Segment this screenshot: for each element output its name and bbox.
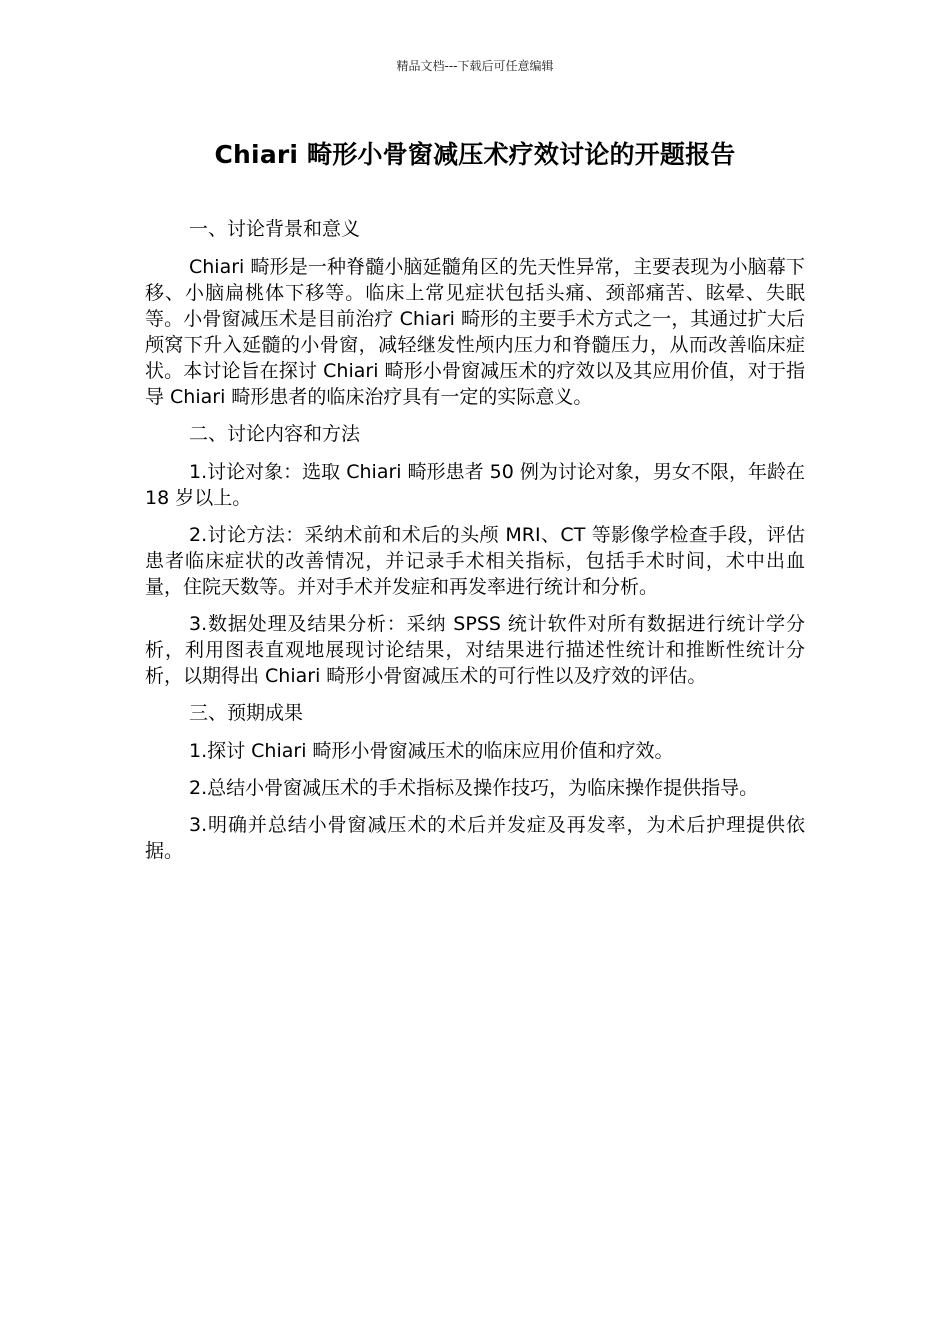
paragraph-outcome-2: 2.总结小骨窗减压术的手术指标及操作技巧，为临床操作提供指导。 (189, 777, 759, 799)
section-heading-background: 一、讨论背景和意义 (189, 218, 361, 240)
section-heading-methods: 二、讨论内容和方法 (189, 423, 361, 445)
paragraph-methods: 2.讨论方法：采纳术前和术后的头颅 MRI、CT 等影像学检查手段，评估患者临床症状的改善情况，并记录手术相关指标，包括手术时间，术中出血量，住院天数等。并对手术并发症和再发率进行统计和分析。 (145, 524, 805, 598)
paragraph-background: Chiari 畸形是一种脊髓小脑延髓角区的先天性异常，主要表现为小脑幕下移、小脑扁桃体下移等。临床上常见症状包括头痛、颈部痛苦、眩晕、失眠等。小骨窗减压术是目前治疗 Chiari 畸形的主要手术方式之一，其通过扩大后颅窝下升入延髓的小骨窗，减轻继发性颅内压力和脊髓压力，从而改善临床症状。本讨论旨在探讨 Chiari 畸形小骨窗减压术的疗效以及其应用价值，对于指导 Chiari 畸形患者的临床治疗具有一定的实际意义。 (145, 256, 805, 408)
document-body (145, 216, 805, 875)
page-header: 精品文档---下载后可任意编辑 (396, 59, 554, 73)
paragraph-outcome-1: 1.探讨 Chiari 畸形小骨窗减压术的临床应用价值和疗效。 (189, 740, 674, 762)
document-title: Chiari 畸形小骨窗减压术疗效讨论的开题报告 (214, 140, 736, 169)
paragraph-subjects: 1.讨论对象：选取 Chiari 畸形患者 50 例为讨论对象，男女不限，年龄在 18 岁以上。 (145, 461, 805, 509)
paragraph-analysis: 3.数据处理及结果分析：采纳 SPSS 统计软件对所有数据进行统计学分析，利用图表直观地展现讨论结果，对结果进行描述性统计和推断性统计分析，以期得出 Chiari 畸形小骨窗减压术的可行性以及疗效的评估。 (145, 613, 805, 687)
section-heading-outcomes: 三、预期成果 (189, 702, 304, 724)
paragraph-outcome-3: 3.明确并总结小骨窗减压术的术后并发症及再发率，为术后护理提供依据。 (145, 814, 805, 862)
